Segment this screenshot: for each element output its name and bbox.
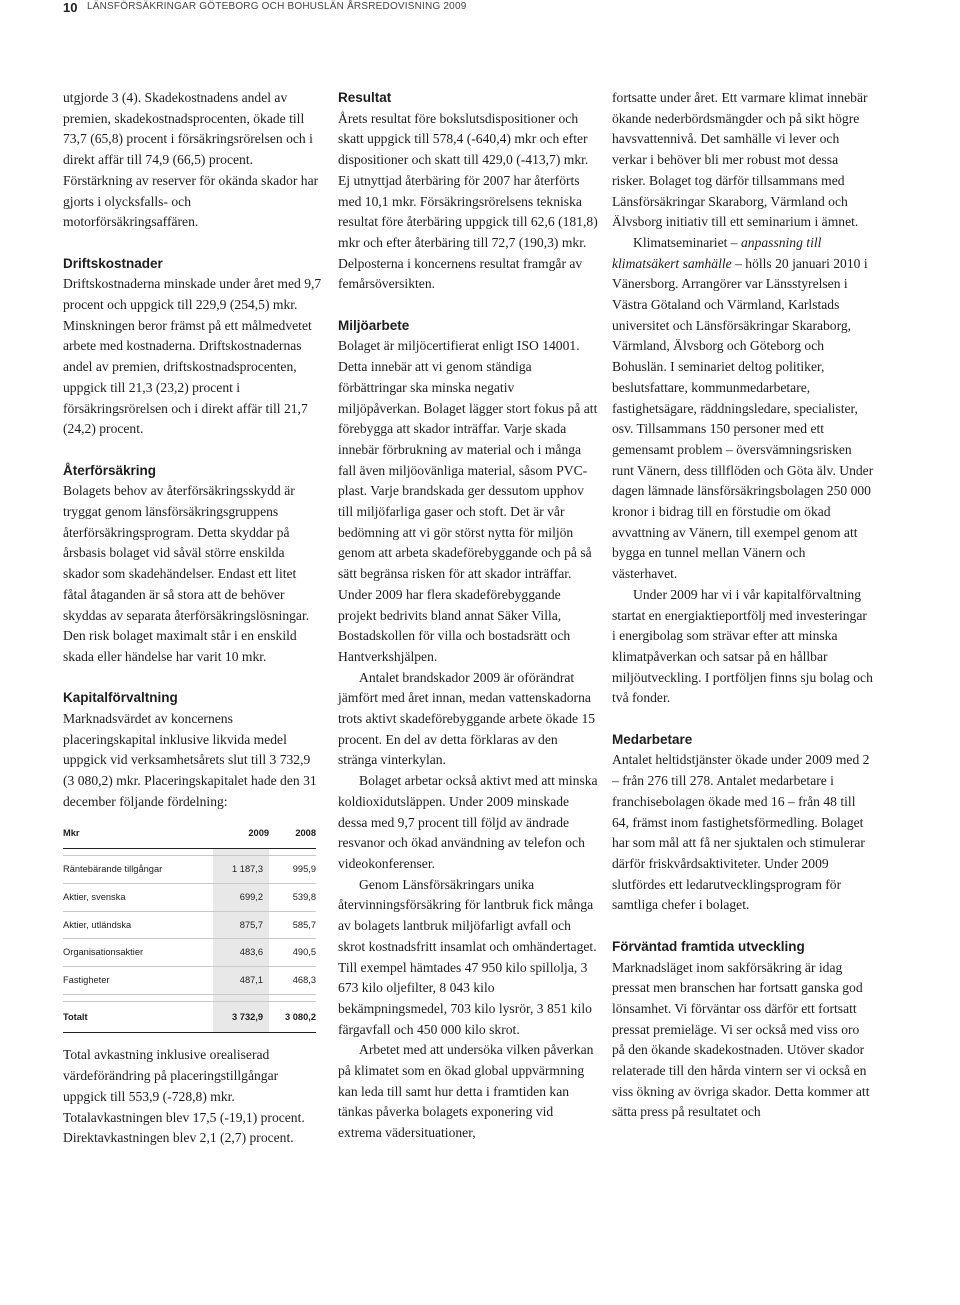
paragraph: Antalet heltidstjänster ökade under 2009 med 2 – från 276 till 278. Antalet medarbetare i franchisebolagen ökade med 16 – från 48 till 64, främst inom fastighetsförmedling. Bolaget har som mål att få ner sjuktalen och stimulerar därför friskvårdsaktiviteter. Under 2009 slutfördes ett ledarutvecklingsprogram för samtliga chefer i bolaget.: [612, 752, 870, 913]
table-cell: 585,7: [269, 911, 316, 939]
text-run: – hölls 20 januari 2010 i Vänersborg. Arrangörer var Länsstyrelsen i Västra Götaland och Värmland, Karlstads universitet och Länsförsäkringar Skaraborg, Värmland, Älvsborg och Göteborg och Bohuslän. I seminariet deltog politiker, beslutsfattare, kommunmedarbetare, fastighetsägare, räddningsledare, specialister, osv. Tillsammans 150 personer med ett gemensamt problem – översvämningsrisken runt Vänern, dess tillflöden och Göta älv. Under dagen lämnade länsförsäkringsbolagen 250 000 kronor i bidrag till en förstudie om ökad avvattning av Vänern, till exempel genom att bygga en tunnel mellan Vänern och västerhavet.: [612, 255, 874, 582]
paragraph: Bolaget arbetar också aktivt med att minska koldioxidutsläppen. Under 2009 minskade dessa med 9,7 procent till följd av ändrade resvanor och ökad användning av telefon och videokonferenser.: [338, 773, 598, 871]
table-cell: 468,3: [269, 967, 316, 995]
paragraph: fortsatte under året. Ett varmare klimat innebär ökande nederbördsmängder och på sikt högre havsvattennivå. Det samhälle vi lever och verkar i behöver bli mer robust mot dessa risker. Bolaget tog därför tillsammans med Länsförsäkringar Skaraborg, Värmland och Älvsborg initiativ till ett seminarium i ämnet.: [612, 90, 868, 230]
table-row: [63, 856, 316, 884]
paragraph: Genom Länsförsäkringars unika återvinningsförsäkring för lantbruk fick många av bolagets lantbruk miljöfarligt avfall och skrot kostnadsfritt insamlat och omhändertaget. Till exempel hämtades 47 950 kilo spillolja, 3 673 kilo oljefilter, 8 043 kilo bekämpningsmedel, 703 kilo lysrör, 3 851 kilo färgavfall och 450 000 kilo skrot.: [338, 876, 597, 1037]
heading-resultat: Resultat: [338, 90, 392, 105]
table-cell: 539,8: [269, 883, 316, 911]
running-title: LÄNSFÖRSÄKRINGAR GÖTEBORG OCH BOHUSLÄN ÅRSREDOVISNING 2009: [87, 1, 467, 12]
heading-kapitalforvaltning: Kapitalförvaltning: [63, 690, 178, 706]
column-1: [63, 88, 323, 1149]
page-header: [0, 0, 960, 34]
heading-miljoarbete: Miljöarbete: [338, 317, 410, 333]
table-cell: Fastigheter: [63, 967, 213, 995]
capital-distribution-table: [63, 821, 316, 1034]
table-cell: 1 187,3: [213, 856, 269, 884]
text-run: Klimatseminariet –: [633, 234, 741, 250]
table-row: [63, 911, 316, 939]
table-cell: 3 080,2: [269, 1001, 316, 1033]
emphasized-title: anpassning till klimatsäkert samhälle: [612, 234, 822, 271]
table-row: [63, 939, 316, 967]
column-3: [612, 88, 874, 1123]
paragraph: Antalet brandskador 2009 är oförändrat jämfört med året innan, medan vattenskadorna trots aktivt skadeförebyggande arbete ökade 15 procent. En del av detta förklaras av den stränga vinterkylan.: [338, 669, 596, 768]
table-cell: 995,9: [269, 856, 316, 884]
table-header-row: [63, 821, 316, 849]
paragraph: Marknadsläget inom sakförsäkring är idag pressat men branschen har fortsatt ganska god lönsamhet. Vi förväntar oss därför ett fortsatt pressat premieläge. Vi ser också med viss oro på den ökande skadekostnaden. Utöver skador relaterade till den hårda vintern ser vi också en viss ökning av övriga skador. Detta kommer att sätta press på resultatet och: [612, 959, 870, 1120]
paragraph: Driftskostnaderna minskade under året med 9,7 procent och uppgick till 229,9 (254,5) mkr. Minskningen beror främst på ett målmedvetet arbete med kostnaderna. Driftskostnadernas andel av premien, driftskostnadsprocenten, uppgick till 21,3 (23,2) procent i försäkringsrörelsen och i direkt affär till 21,7 (24,2) procent.: [63, 276, 322, 437]
column-header: 2008: [269, 821, 316, 849]
heading-forvantad-utveckling: Förväntad framtida utveckling: [612, 938, 805, 954]
table-row: [63, 967, 316, 995]
page-number: 10: [63, 0, 78, 15]
heading-driftskostnader: Driftskostnader: [63, 255, 163, 271]
paragraph: Bolagets behov av återförsäkringsskydd är tryggat genom länsförsäkringsgruppens återförsäkringsprogram. Detta skyddar på årsbasis bolaget vid såväl större enskilda skador som skadehändelser. Endast ett litet fåtal åtaganden är så stora att de behöver skyddas av separata återförsäkringslösningar. Den risk bolaget maximalt står i en enskild skada eller händelse har varit 10 mkr.: [63, 483, 310, 664]
paragraph: [612, 233, 874, 585]
paragraph: Marknadsvärdet av koncernens placeringskapital inklusive likvida medel uppgick vid verksamhetsårets slut till 3 732,9 (3 080,2) mkr. Placeringskapitalet hade den 31 december följande fördelning:: [63, 711, 317, 809]
table-cell: Aktier, utländska: [63, 911, 213, 939]
table-cell: Räntebärande tillgångar: [63, 856, 213, 884]
table-cell: 699,2: [213, 883, 269, 911]
table-cell: 3 732,9: [213, 1001, 269, 1033]
column-header: Mkr: [63, 821, 213, 849]
table-row: [63, 883, 316, 911]
paragraph: utgjorde 3 (4). Skadekostnadens andel av premien, skadekostnadsprocenten, ökade till 73,7 (65,8) procent i försäkringsrörelsen och i direkt affär till 74,9 (66,5) procent. Förstärkning av reserver för okända skador har gjorts i olycksfalls- och motorförsäkringsaffären.: [63, 90, 319, 230]
table-cell: Totalt: [63, 1001, 213, 1033]
paragraph: Arbetet med att undersöka vilken påverkan på klimatet som en ökad global uppvärmning kan leda till samt hur detta i framtiden kan tänkas påverka bolagets exponering vid extrema vädersituationer,: [338, 1042, 594, 1141]
paragraph: Total avkastning inklusive orealiserad värdeförändring på placeringstillgångar uppgick till 553,9 (-728,8) mkr. Totalavkastningen blev 17,5 (-19,1) procent. Direktavkastningen blev 2,1 (2,7) procent.: [63, 1047, 305, 1146]
heading-medarbetare: Medarbetare: [612, 731, 693, 747]
table-cell: 490,5: [269, 939, 316, 967]
table-cell: 875,7: [213, 911, 269, 939]
paragraph: Årets resultat före bokslutsdispositioner och skatt uppgick till 578,4 (-640,4) mkr och efter dispositioner och skatt till 429,0 (-413,7) mkr. Ej utnyttjad återbäring för 2007 har återförts med 10,1 mkr. Försäkringsrörelsens tekniska resultat före återbäring uppgick till 62,6 (181,8) mkr och efter återbäring till 72,7 (190,3) mkr. Delposterna i koncernens resultat framgår av femårsöversikten.: [338, 110, 598, 292]
table-cell: Aktier, svenska: [63, 883, 213, 911]
table-cell: 487,1: [213, 967, 269, 995]
heading-aterforsakring: Återförsäkring: [63, 462, 157, 478]
table-cell: Organisationsaktier: [63, 939, 213, 967]
paragraph: Bolaget är miljöcertifierat enligt ISO 14001. Detta innebär att vi genom ständiga förbättringar ska minska negativ miljöpåverkan. Bolaget lägger stort fokus på att förebygga att skador inträffar. Varje skada innebär förbrukning av material och i många fall även miljöovänliga material, såsom PVC-plast. Varje brandskada ger dessutom upphov till miljöfarliga gaser och stoft. Det är vår bedömning att vi gör störst nytta för miljön genom att arbeta skadeförebyggande och på så sätt begränsa risken för att skador inträffar. Under 2009 har flera skadeförebyggande projekt bedrivits bland annat Säker Villa, Bostadskollen för villa och bostadsrätt och Hantverkshjälpen.: [338, 338, 598, 664]
table-total-row: [63, 1001, 316, 1033]
table-cell: 483,6: [213, 939, 269, 967]
paragraph: Under 2009 har vi i vår kapitalförvaltning startat en energiaktieportfölj med investeringar i energibolag som strävar efter att minska klimatpåverkan och satsar på en hållbar miljöutveckling. I portföljen finns sju bolag och två fonder.: [612, 586, 873, 706]
column-2: [338, 88, 598, 1144]
column-header: 2009: [213, 821, 269, 849]
